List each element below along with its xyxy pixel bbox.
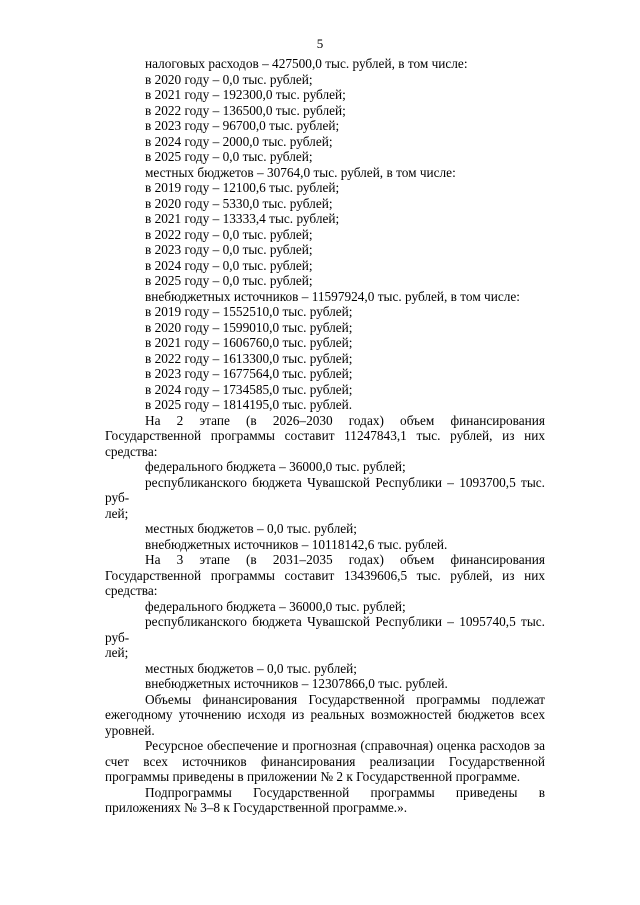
text-line: в 2019 году – 1552510,0 тыс. рублей; bbox=[145, 304, 353, 319]
text-line: в 2021 году – 1606760,0 тыс. рублей; bbox=[145, 335, 353, 350]
stage2-republic-line-end: лей; bbox=[105, 505, 129, 521]
stage3-extra-line: внебюджетных источников – 12307866,0 тыс. рублей. bbox=[145, 676, 448, 691]
text-line: в 2020 году – 1599010,0 тыс. рублей; bbox=[145, 319, 353, 335]
text-line: в 2021 году – 192300,0 тыс. рублей; bbox=[145, 87, 346, 102]
text-line: в 2025 году – 1814195,0 тыс. рублей. bbox=[145, 397, 353, 412]
stage3-local-line: местных бюджетов – 0,0 тыс. рублей; bbox=[145, 660, 357, 676]
stage3-republic-line: республиканского бюджета Чувашской Республики – 1095740,5 тыс. руб- bbox=[105, 614, 545, 645]
text-line: в 2023 году – 0,0 тыс. рублей; bbox=[145, 242, 313, 257]
closing-paragraph: Подпрограммы Государственной программы приведены в приложениях № 3–8 к Государственной программе.». bbox=[105, 784, 545, 815]
stage2-extra-line: внебюджетных источников – 10118142,6 тыс. рублей. bbox=[145, 536, 448, 552]
page-number: 5 bbox=[316, 36, 324, 51]
closing-paragraph: Ресурсное обеспечение и прогнозная (справочная) оценка расходов за счет всех источников финансирования реализации Государственной программы приведены в приложении № 2 к Государственной программе. bbox=[105, 738, 545, 784]
text-line: в 2024 году – 1734585,0 тыс. рублей; bbox=[145, 381, 353, 397]
stage2-republic-line: республиканского бюджета Чувашской Республики – 1093700,5 тыс. руб- bbox=[105, 474, 545, 505]
text-line: в 2020 году – 5330,0 тыс. рублей; bbox=[145, 195, 333, 211]
text-line: внебюджетных источников – 11597924,0 тыс. рублей, в том числе: bbox=[145, 288, 520, 304]
text-line: налоговых расходов – 427500,0 тыс. рублей, в том числе: bbox=[145, 56, 468, 71]
stage3-republic-line-end: лей; bbox=[105, 645, 129, 660]
stage2-federal-line: федерального бюджета – 36000,0 тыс. рублей; bbox=[145, 459, 406, 474]
text-line: в 2020 году – 0,0 тыс. рублей; bbox=[145, 71, 313, 87]
text-line: в 2021 году – 13333,4 тыс. рублей; bbox=[145, 211, 340, 226]
text-line: в 2022 году – 1613300,0 тыс. рублей; bbox=[145, 350, 353, 366]
document-body bbox=[105, 56, 545, 816]
closing-paragraph: Объемы финансирования Государственной программы подлежат ежегодному уточнению исходя из реальных возможностей бюджетов всех уровней. bbox=[105, 691, 545, 738]
text-line: в 2022 году – 0,0 тыс. рублей; bbox=[145, 226, 313, 242]
stage3-federal-line: федерального бюджета – 36000,0 тыс. рублей; bbox=[145, 598, 406, 614]
text-line: в 2024 году – 2000,0 тыс. рублей; bbox=[145, 133, 333, 149]
stage3-intro-paragraph: На 3 этапе (в 2031–2035 годах) объем финансирования Государственной программы составит 13439606,5 тыс. рублей, из них средства: bbox=[105, 552, 545, 598]
text-line: в 2023 году – 1677564,0 тыс. рублей; bbox=[145, 366, 353, 381]
stage2-intro-paragraph: На 2 этапе (в 2026–2030 годах) объем финансирования Государственной программы составит 11247843,1 тыс. рублей, из них средства: bbox=[105, 412, 545, 459]
text-line: в 2025 году – 0,0 тыс. рублей; bbox=[145, 149, 313, 164]
text-line: местных бюджетов – 30764,0 тыс. рублей, в том числе: bbox=[145, 164, 456, 180]
text-line: в 2023 году – 96700,0 тыс. рублей; bbox=[145, 118, 340, 133]
text-line: в 2024 году – 0,0 тыс. рублей; bbox=[145, 257, 313, 273]
text-line: в 2022 году – 136500,0 тыс. рублей; bbox=[145, 102, 346, 118]
text-line: в 2025 году – 0,0 тыс. рублей; bbox=[145, 273, 313, 288]
text-line: в 2019 году – 12100,6 тыс. рублей; bbox=[145, 180, 340, 195]
stage2-local-line: местных бюджетов – 0,0 тыс. рублей; bbox=[145, 521, 357, 536]
